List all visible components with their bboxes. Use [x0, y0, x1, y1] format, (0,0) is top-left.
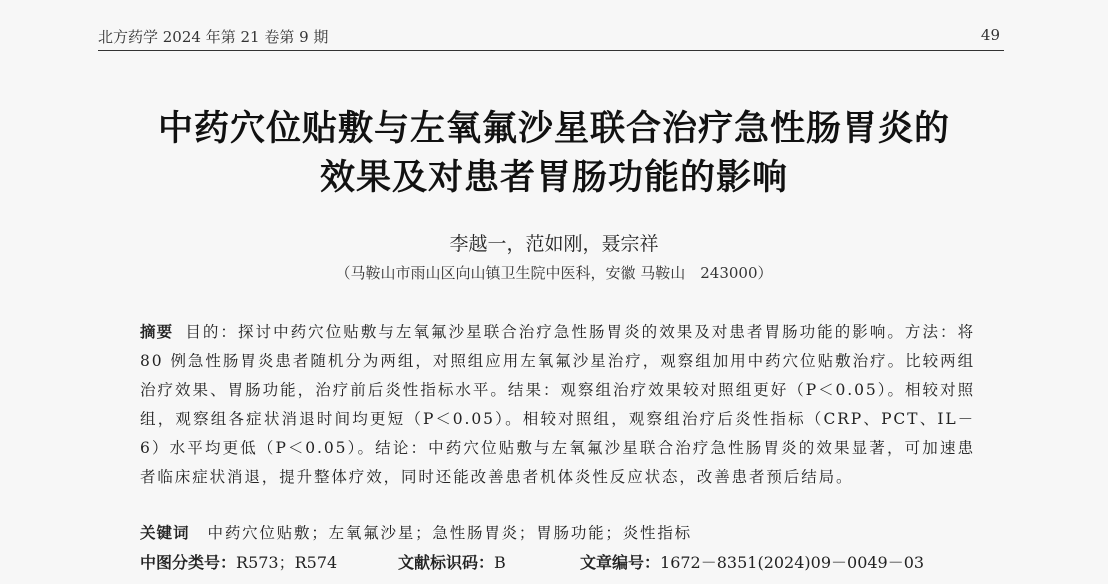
keywords [140, 521, 975, 543]
abstract-label: 摘要 [140, 323, 174, 341]
running-header [98, 24, 1004, 51]
page-number: 49 [980, 26, 1000, 44]
abstract [140, 318, 975, 492]
keywords-text: 中药穴位贴敷；左氧氟沙星；急性肠胃炎；胃肠功能；炎性指标 [207, 524, 692, 542]
article-number [580, 550, 924, 573]
document-code-label: 文献标识码： [398, 553, 495, 572]
clc-label: 中图分类号： [140, 553, 237, 572]
document-code [398, 550, 506, 573]
article-number-label: 文章编号： [580, 553, 661, 572]
clc-number [140, 550, 337, 573]
author-affiliation: （马鞍山市雨山区向山镇卫生院中医科，安徽 马鞍山 243000） [335, 264, 773, 282]
abstract-text: 目的：探讨中药穴位贴敷与左氧氟沙星联合治疗急性肠胃炎的效果及对患者胃肠功能的影响。方法：将 80 例急性肠胃炎患者随机分为两组，对照组应用左氧氟沙星治疗，观察组加用中药穴位贴敷治疗。比较两组治疗效果、胃肠功能，治疗前后炎性指标水平。结果：观察组治疗效果较对照组更好（P＜0.05）。相较对照组，观察组各症状消退时间均更短（P＜0.05）。相较对照组，观察组治疗后炎性指标（CRP、PCT、IL－6）水平均更低（P＜0.05）。结论：中药穴位贴敷与左氧氟沙星联合治疗急性肠胃炎的效果显著，可加速患者临床症状消退，提升整体疗效，同时还能改善患者机体炎性反应状态，改善患者预后结局。 [140, 323, 975, 486]
article-title-line-2: 效果及对患者胃肠功能的影响 [319, 158, 788, 198]
clc-value: R573；R574 [236, 553, 338, 572]
article-title-line-1: 中药穴位贴敷与左氧氟沙星联合治疗急性肠胃炎的 [157, 109, 950, 149]
journal-info: 北方药学 2024 年第 21 卷第 9 期 [98, 28, 329, 46]
document-code-value: B [494, 553, 506, 572]
article-number-value: 1672－8351(2024)09－0049－03 [660, 553, 925, 572]
author-list: 李越一，范如刚，聂宗祥 [449, 233, 659, 255]
keywords-label: 关键词 [140, 524, 190, 542]
